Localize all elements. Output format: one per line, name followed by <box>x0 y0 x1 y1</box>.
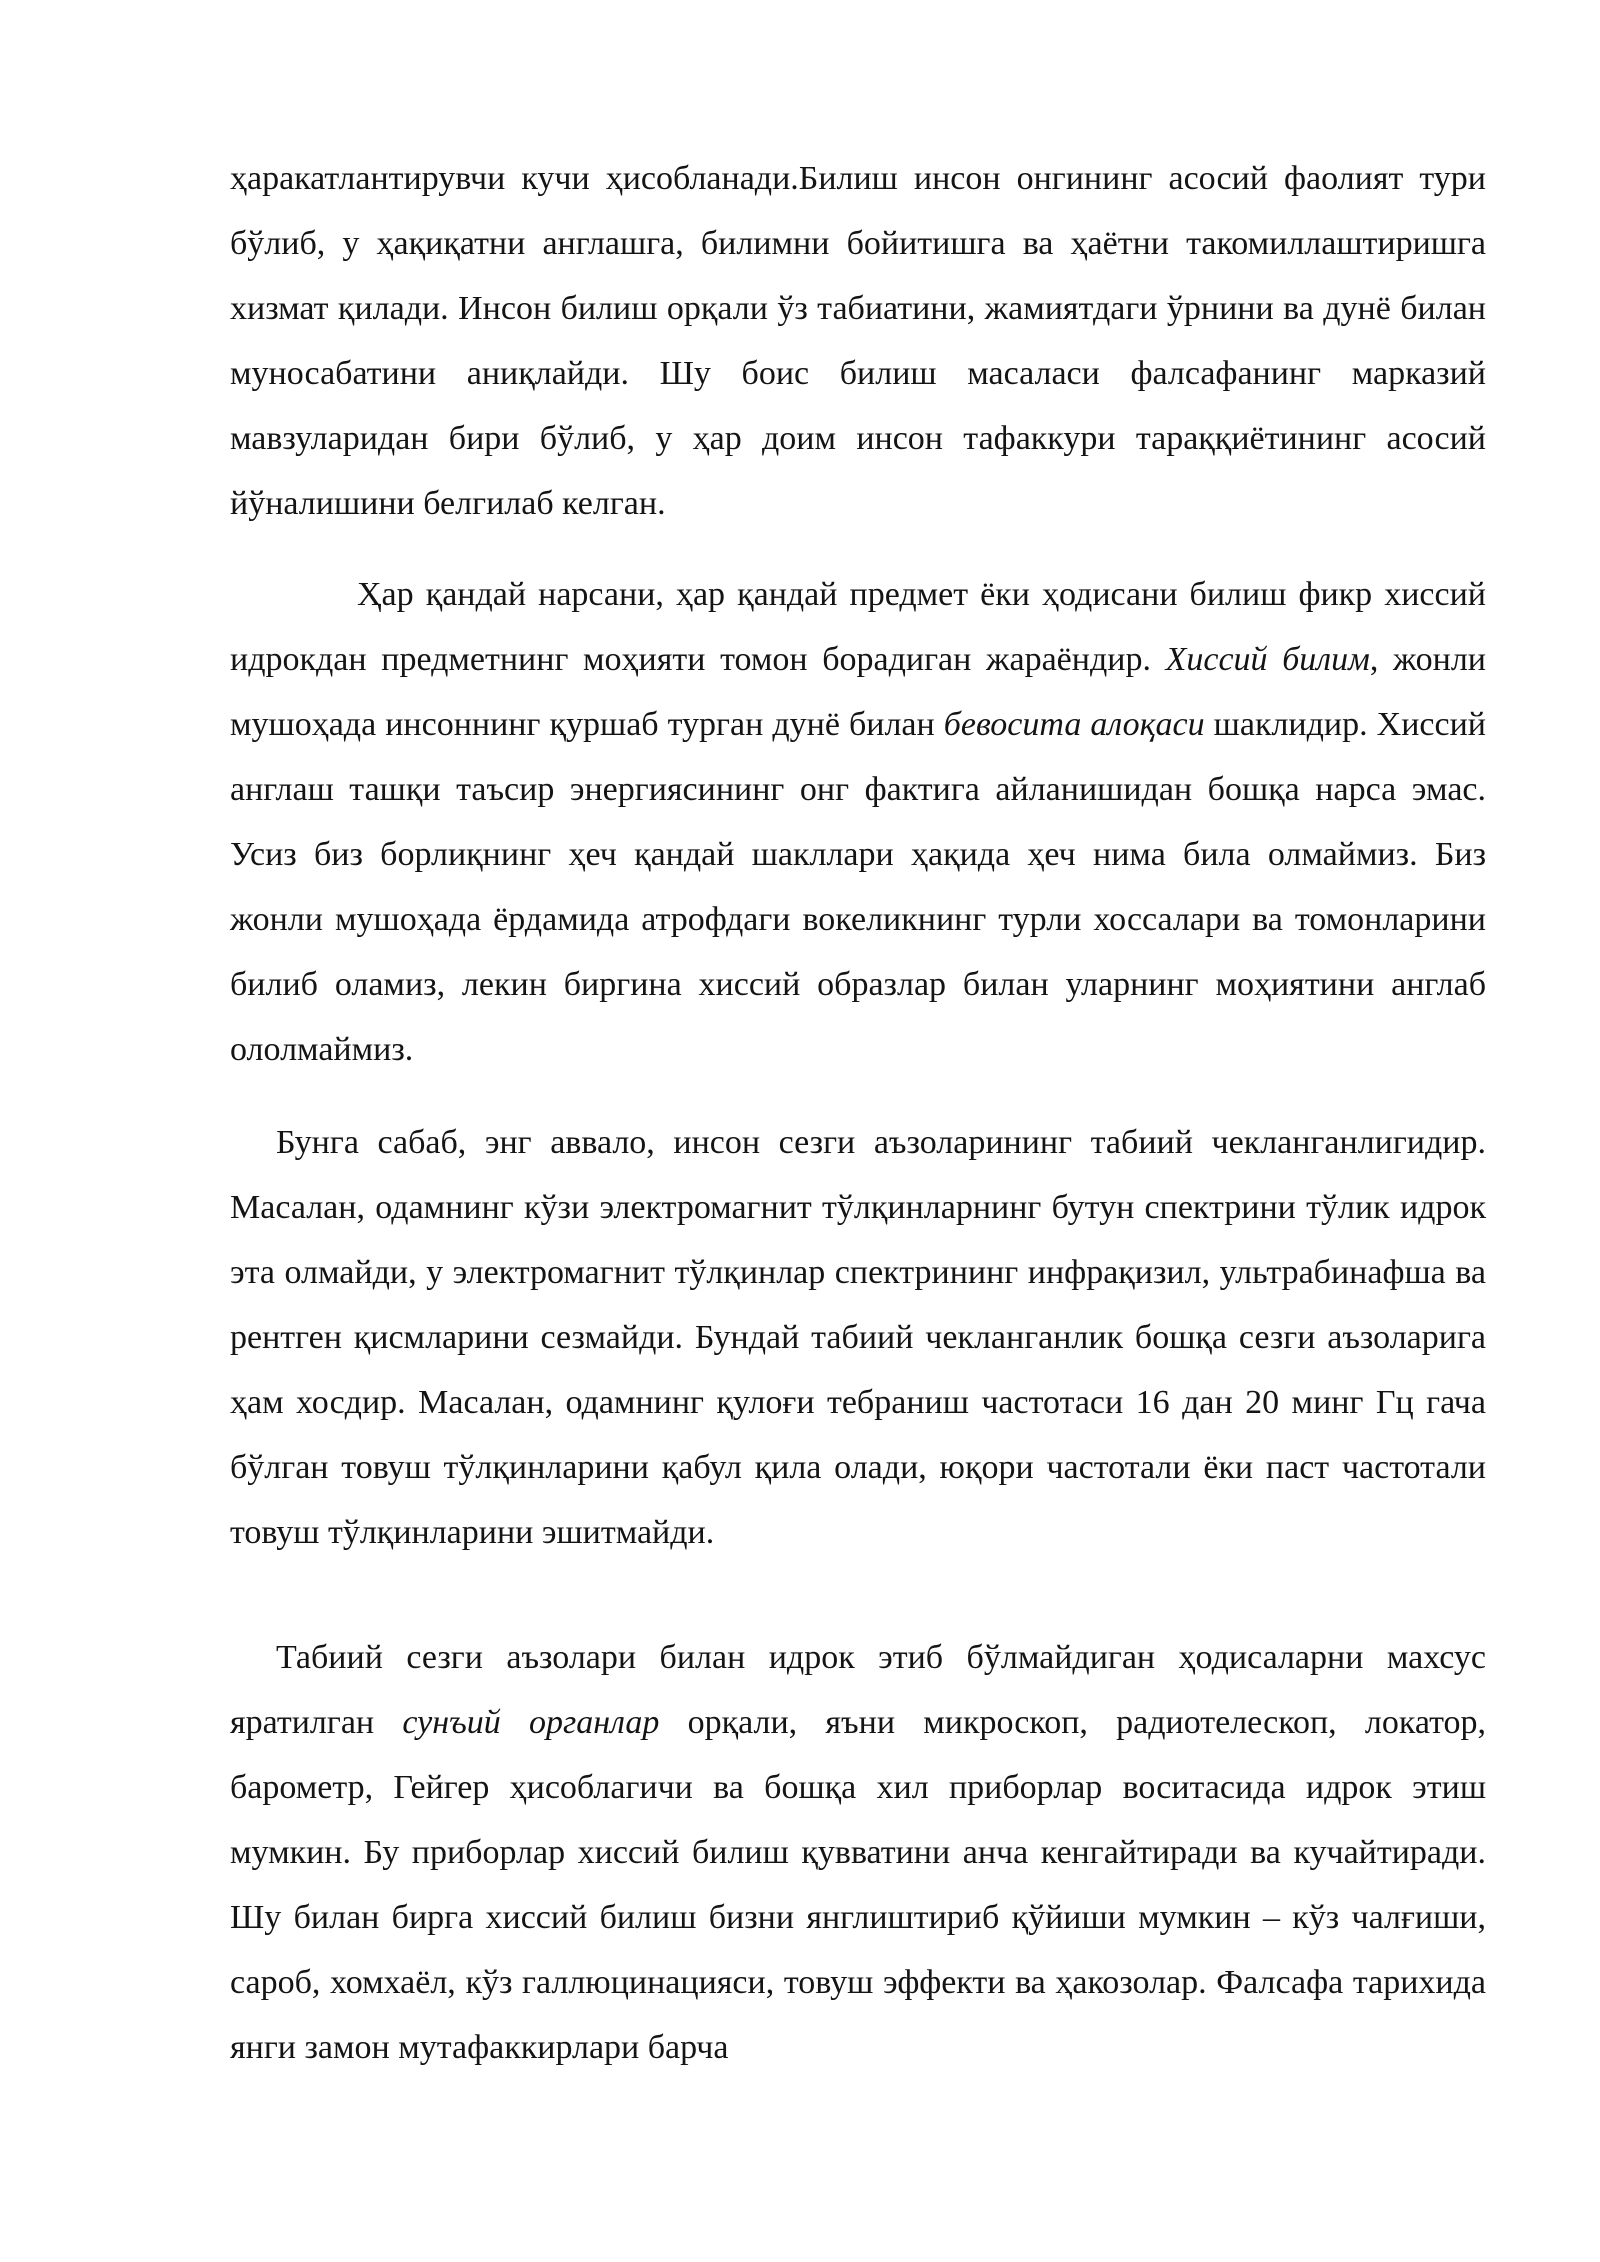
paragraph-3-text: Бунга сабаб, энг аввало, инсон сезги аъзоларининг табиий чекланганлигидир. Масалан, одамнинг кўзи электромагнит тўлқинларнинг бутун спектрини тўлик идрок эта олмайди, у электромагнит тўлқинлар спектрининг инфрақизил, ультрабинафша ва рентген қисмларини сезмайди. Бундай табиий чекланганлик бошқа сезги аъзоларига ҳам хосдир. Масалан, одамнинг қулоғи тебраниш частотаси 16 дан 20 минг Гц гача бўлган товуш тўлқинларини қабул қила олади, юқори частотали ёки паст частотали товуш тўлқинларини эшитмайди. <box>230 1124 1486 1551</box>
paragraph-2-segment-3: шаклидир. Хиссий англаш ташқи таъсир энергиясининг онг фактига айланишидан бошқа нарса эмас. Усиз биз борлиқнинг ҳеч қандай шакллари ҳақида ҳеч нима била олмаймиз. Биз жонли мушоҳада ёрдамида атрофдаги вокеликнинг турли хоссалари ва томонларини билиб оламиз, лекин биргина хиссий образлар билан уларнинг моҳиятини англаб ололмаймиз. <box>230 706 1486 1068</box>
paragraph-2-italic-term-2: бевосита алоқаси <box>943 706 1205 743</box>
paragraph-4-segment-1: Табиий сезги аъзолари билан идрок этиб бўлмайдиган ҳодисаларни махсус яратилган <box>230 1639 1486 1741</box>
paragraph-1 <box>230 146 1486 536</box>
paragraph-2 <box>230 562 1486 1082</box>
paragraph-2-segment-1: Ҳар қандай нарсани, ҳар қандай предмет ёки ҳодисани билиш фикр хиссий идрокдан предметнинг моҳияти томон борадиган жараёндир. <box>230 576 1486 678</box>
paragraph-2-segment-2: , жонли мушоҳада инсоннинг қуршаб турган дунё билан <box>230 641 1486 743</box>
paragraph-4-italic-term: сунъий органлар <box>402 1704 660 1741</box>
paragraph-2-text <box>230 562 1486 1082</box>
paragraph-3 <box>230 1110 1486 1565</box>
paragraph-4-text <box>230 1625 1486 2080</box>
paragraph-2-italic-term-1: Хиссий билим <box>1165 641 1370 678</box>
paragraph-1-text: ҳаракатлантирувчи кучи ҳисобланади.Билиш инсон онгининг асосий фаолият тури бўлиб, у ҳақиқатни англашга, билимни бойитишга ва ҳаётни такомиллаштиришга хизмат қилади. Инсон билиш орқали ўз табиатини, жамиятдаги ўрнини ва дунё билан муносабатини аниқлайди. Шу боис билиш масаласи фалсафанинг марказий мавзуларидан бири бўлиб, у ҳар доим инсон тафаккури тараққиётининг асосий йўналишини белгилаб келган. <box>230 160 1486 522</box>
paragraph-4-segment-2: орқали, яъни микроскоп, радиотелескоп, локатор, барометр, Гейгер ҳисоблагичи ва бошқа хил приборлар воситасида идрок этиш мумкин. Бу приборлар хиссий билиш қувватини анча кенгайтиради ва кучайтиради. Шу билан бирга хиссий билиш бизни янглиштириб қўйиши мумкин – кўз чалғиши, сароб, хомхаёл, кўз галлюцинацияси, товуш эффекти ва ҳакозолар. Фалсафа тарихида янги замон мутафаккирлари барча <box>230 1704 1486 2066</box>
paragraph-4 <box>230 1625 1486 2080</box>
